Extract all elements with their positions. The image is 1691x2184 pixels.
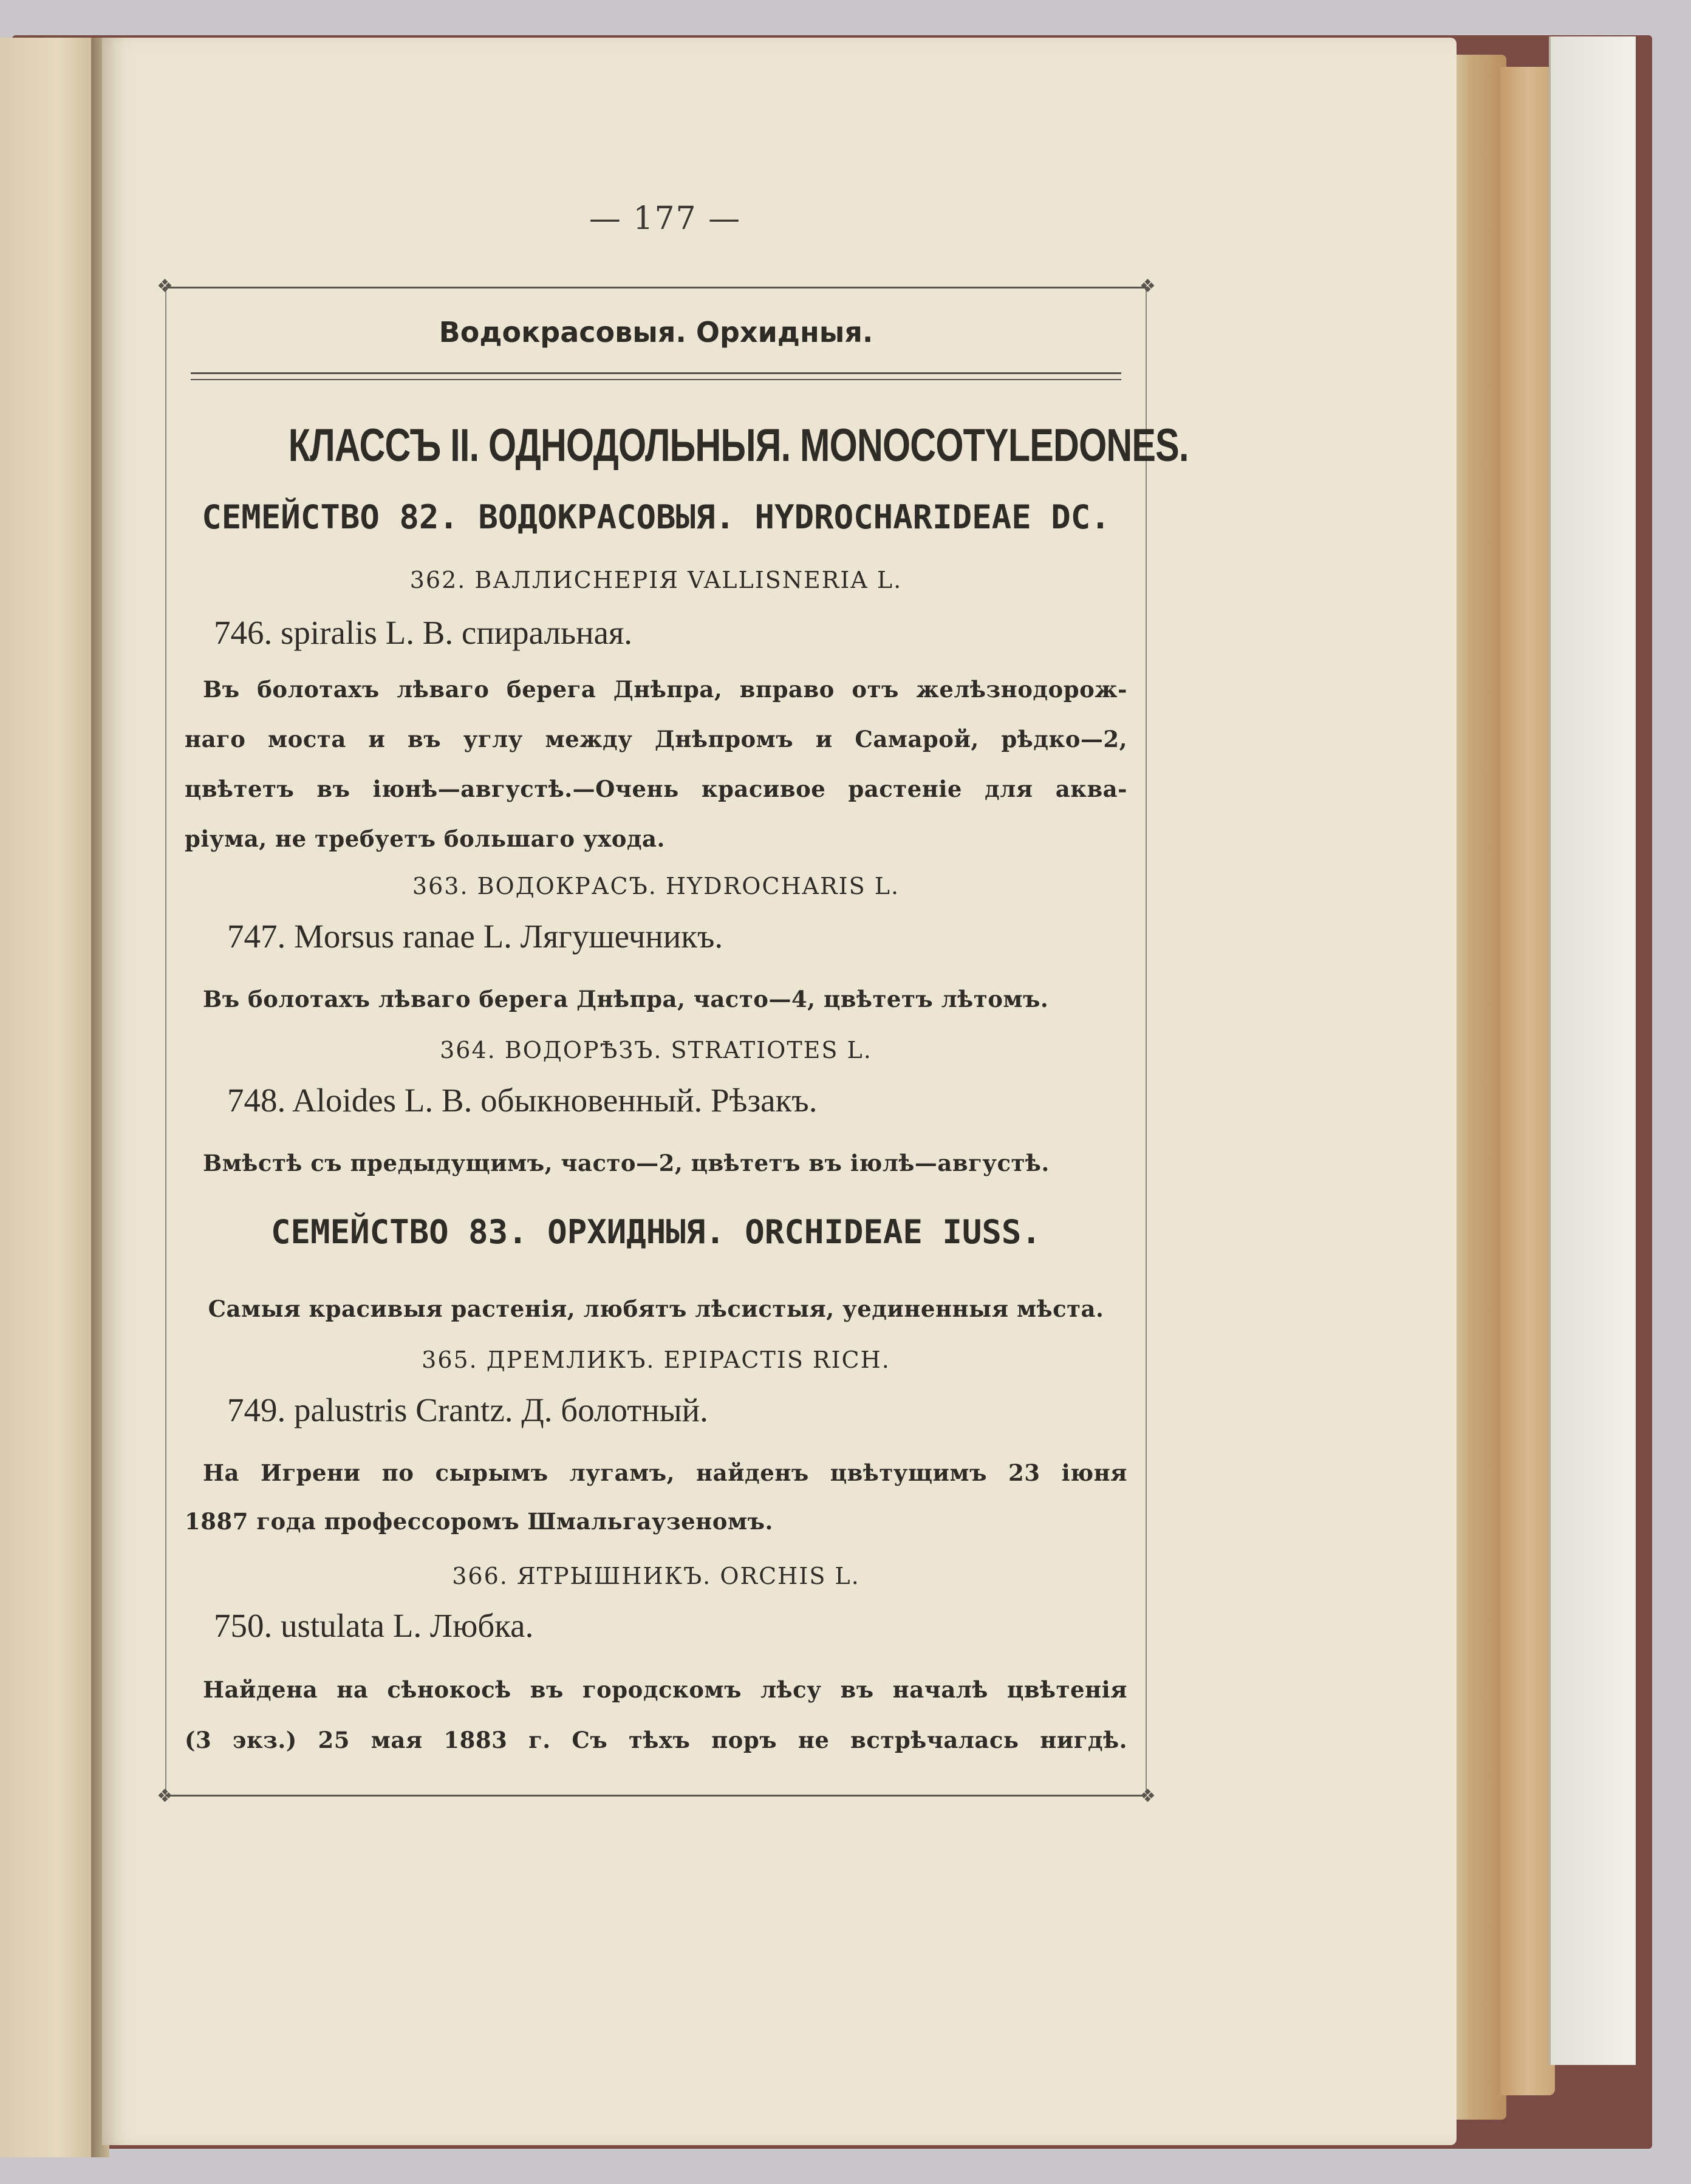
page-stack-edge-outer <box>1500 67 1555 2095</box>
page-stack-edge <box>1449 55 1506 2120</box>
family-heading-82: СЕМЕЙСТВО 82. ВОДОКРАСОВЫЯ. HYDROCHARIDEAE DC. <box>202 498 1110 536</box>
genus-heading-362: 362. ВАЛЛИСНЕРIЯ VALLISNERIA L. <box>409 567 903 593</box>
text-83: Самыя красивыя растенiя, любятъ лѣсистыя, уединенныя мѣста. <box>208 1295 1104 1322</box>
text-746-line-3: цвѣтетъ въ iюнѣ—августѣ.—Очень красивое растенiе для аква- <box>185 776 1127 802</box>
species-750: 750. ustulata L. Любка. <box>214 1607 534 1644</box>
text-748: Вмѣстѣ съ предыдущимъ, часто—2, цвѣтетъ въ iюлѣ—августѣ. <box>203 1150 1050 1176</box>
species-748: 748. Aloides L. В. обыкновенный. Рѣзакъ. <box>227 1082 818 1119</box>
left-page-edge <box>0 38 98 2157</box>
text-749-line-1: На Игрени по сырымъ лугамъ, найденъ цвѣтущимъ 23 iюня <box>203 1459 1127 1486</box>
frame-corner-ornament: ❖ <box>157 276 173 297</box>
text-750-line-2: (3 экз.) 25 мая 1883 г. Съ тѣхъ поръ не встрѣчалась нигдѣ. <box>185 1727 1127 1753</box>
text-frame <box>157 276 1189 1807</box>
species-746: 746. spiralis L. В. спиральная. <box>214 614 633 651</box>
frame-corner-ornament: ❖ <box>1139 276 1156 297</box>
text-747: Въ болотахъ лѣваго берега Днѣпра, часто—4, цвѣтетъ лѣтомъ. <box>203 986 1049 1012</box>
genus-heading-364: 364. ВОДОРѢЗЪ. STRATIOTES L. <box>440 1037 872 1063</box>
genus-heading-363: 363. ВОДОКРАСЪ. HYDROCHARIS L. <box>412 873 900 899</box>
text-750-line-1: Найдена на сѣнокосѣ въ городскомъ лѣсу въ началѣ цвѣтенiя <box>203 1676 1127 1703</box>
frame-corner-ornament: ❖ <box>1139 1786 1156 1807</box>
text-746-line-1: Въ болотахъ лѣваго берега Днѣпра, вправо отъ желѣзнодорож- <box>203 676 1127 703</box>
paper-insert <box>1549 36 1636 2065</box>
species-749: 749. palustris Crantz. Д. болотный. <box>227 1391 708 1428</box>
header-rule <box>191 372 1121 380</box>
frame-corner-ornament: ❖ <box>157 1786 173 1807</box>
genus-heading-366: 366. ЯТРЫШНИКЪ. ORCHIS L. <box>452 1563 860 1589</box>
text-746-line-2: наго моста и въ углу между Днѣпромъ и Самарой, рѣдко—2, <box>185 726 1127 752</box>
family-heading-83: СЕМЕЙСТВО 83. ОРХИДНЫЯ. ORCHIDEAE IUSS. <box>271 1213 1041 1251</box>
class-title: КЛАССЪ II. ОДНОДОЛЬНЫЯ. MONOCOTYLEDONES. <box>288 420 1189 471</box>
text-749-line-2: 1887 года профессоромъ Шмальгаузеномъ. <box>185 1508 773 1535</box>
page-number: — 177 — <box>589 200 742 237</box>
text-746-line-4: рiума, не требуетъ большаго ухода. <box>185 825 665 852</box>
species-747: 747. Morsus ranae L. Лягушечникъ. <box>227 918 723 955</box>
running-head: Водокрасовыя. Орхидныя. <box>439 316 873 349</box>
genus-heading-365: 365. ДРЕМЛИКЪ. EPIPACTIS RICH. <box>422 1346 890 1373</box>
